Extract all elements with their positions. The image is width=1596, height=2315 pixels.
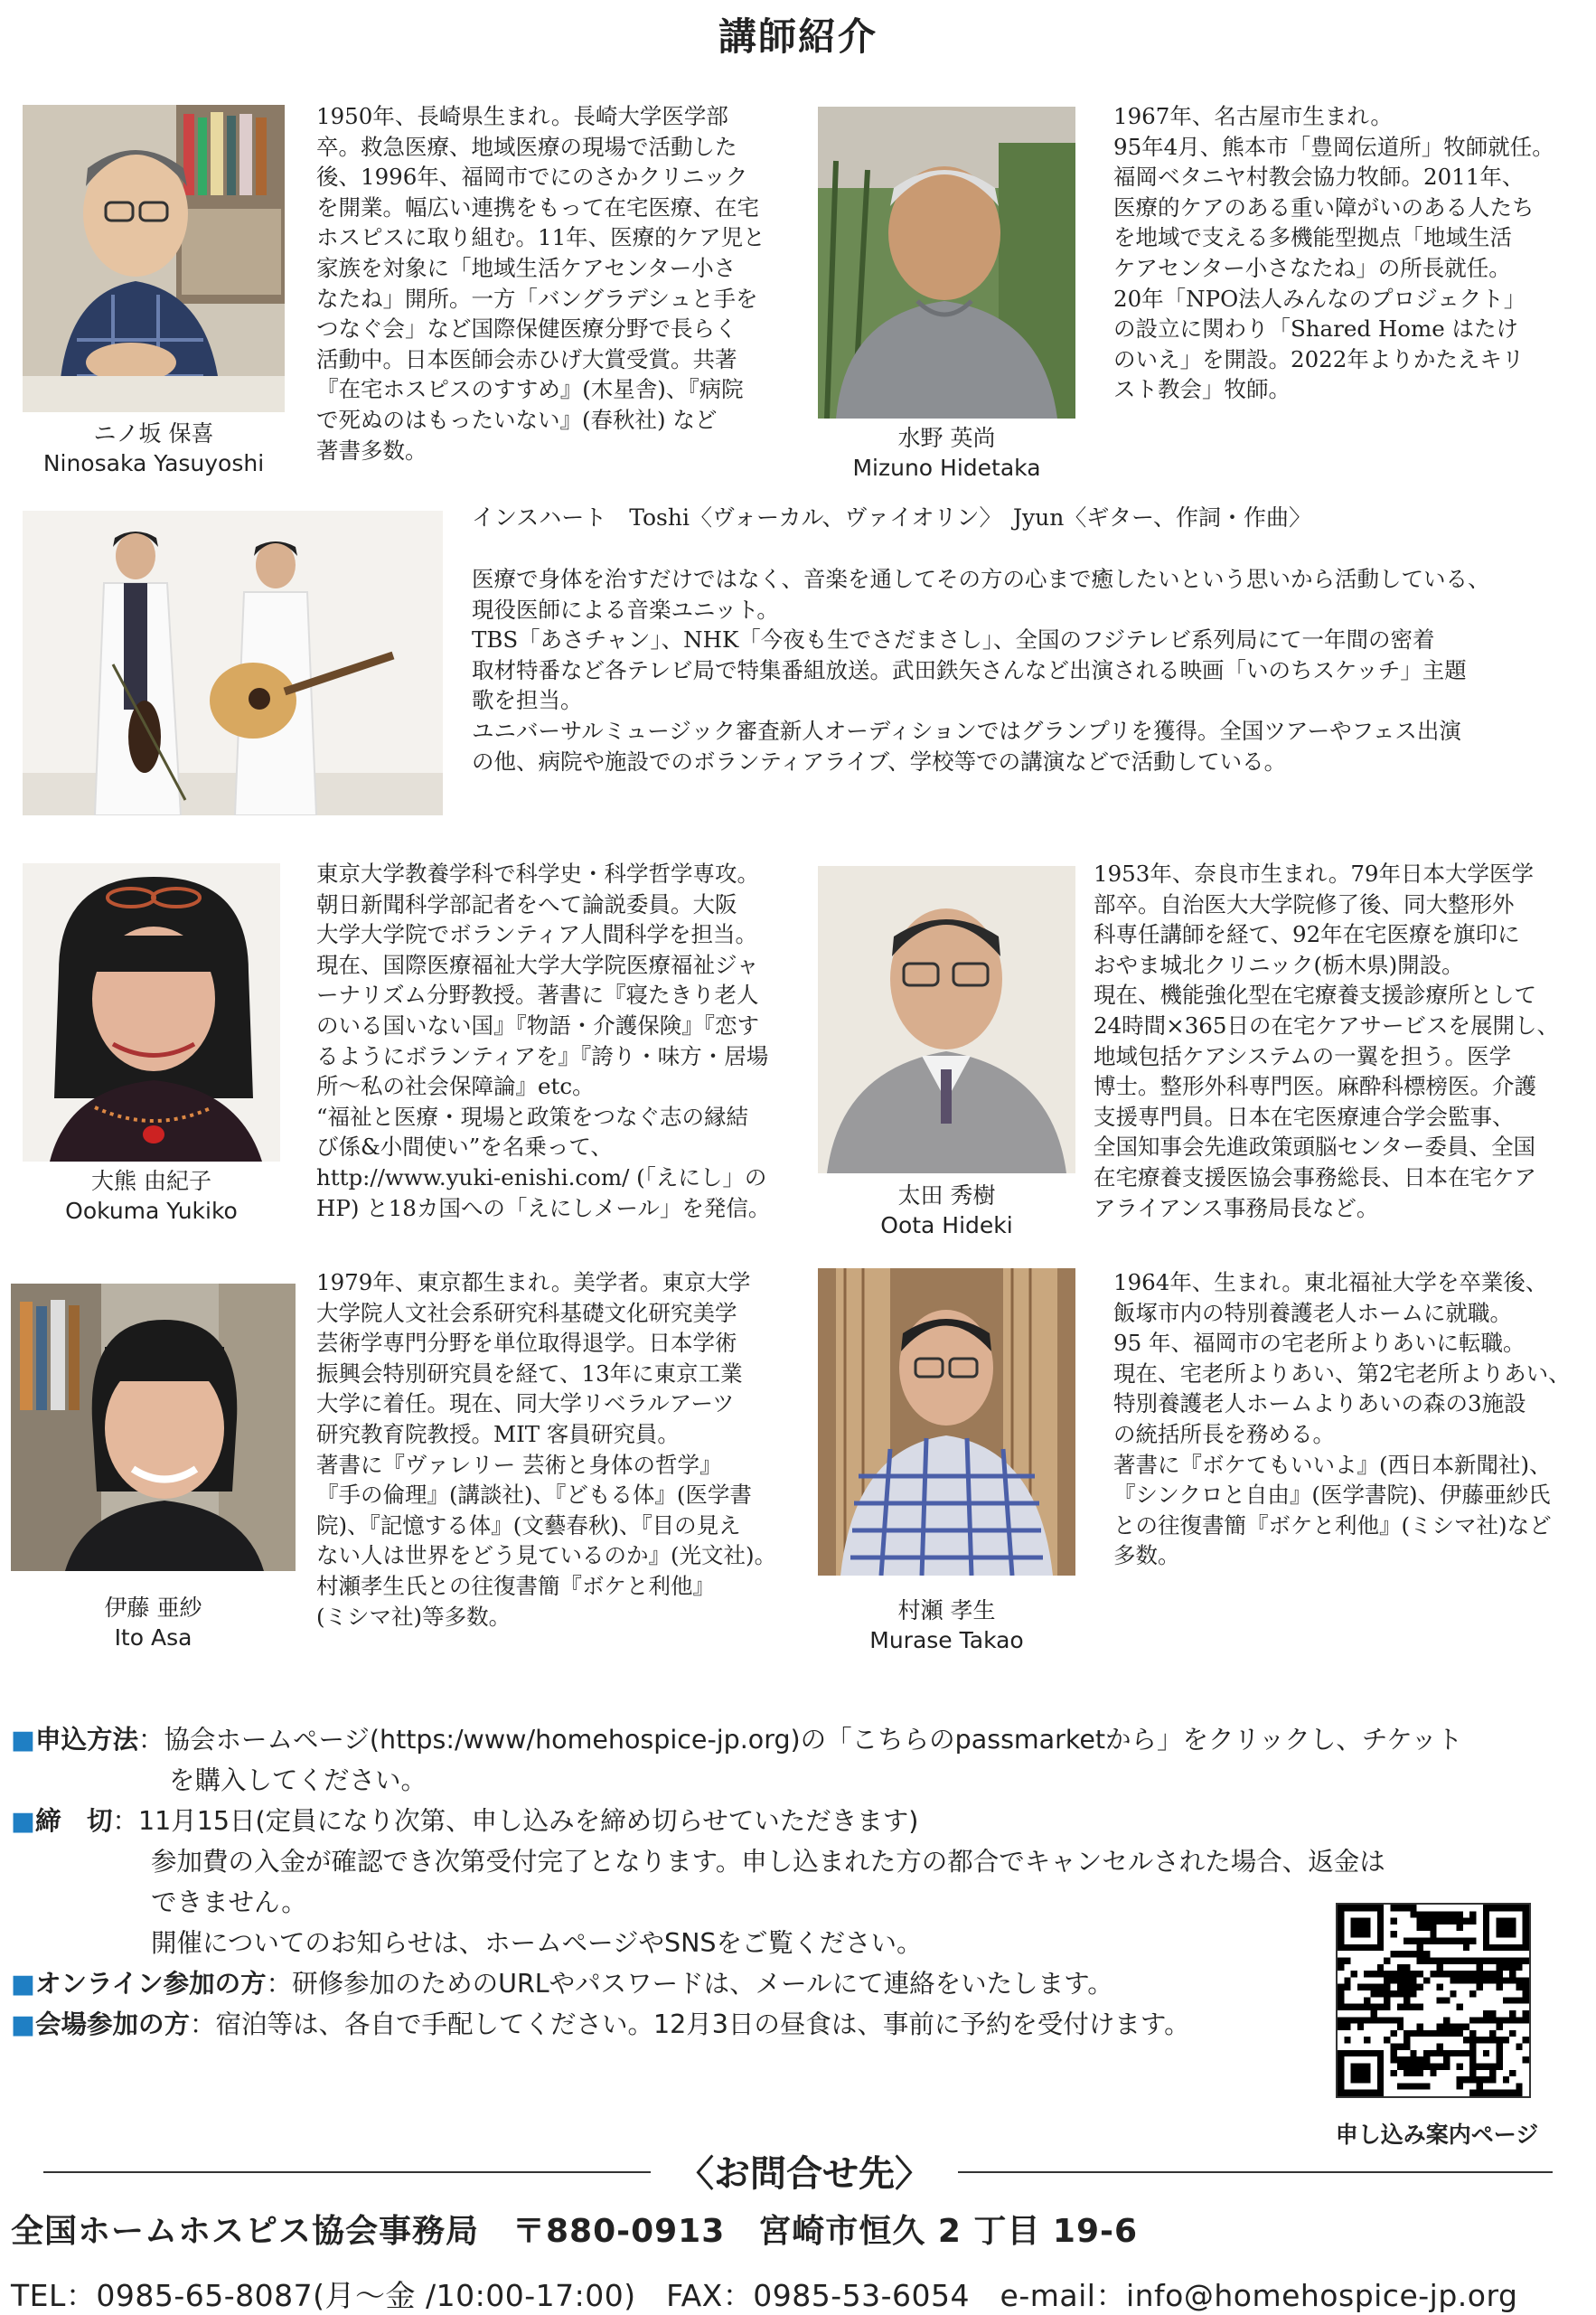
contact-heading: 〈お問合せ先〉 <box>651 2145 958 2197</box>
oguma-name-en: Ookuma Yukiko <box>65 1198 238 1224</box>
blue-square-icon: ■ <box>11 2009 35 2039</box>
ninosaka-photo <box>23 105 285 412</box>
deadline-text-3: できません。 <box>151 1887 307 1917</box>
ota-photo <box>818 866 1075 1173</box>
apply-row <box>11 1719 1583 1760</box>
mizuno-bio: 1967年、名古屋市生まれ。 95年4月、熊本市「豊岡伝道所」牧師就任。 福岡ベタニヤ村教会協力牧師。2011年、 医療的ケアのある重い障がいのある人たち を地域で支える多機能型拠点「地域生活 ケアセンター小さなたね」の所長就任。 20年「NPO法人みんなのプロジェクト」 の設立に関わり「Shared Home はたけ のいえ」を開設。2022年よりかたえキリ スト教会」牧師。 <box>1113 103 1554 403</box>
blue-square-icon: ■ <box>11 1806 35 1836</box>
mizuno-photo <box>818 107 1075 419</box>
ninosaka-name-en: Ninosaka Yasuyoshi <box>42 450 265 476</box>
oguma-name-jp: 大熊 由紀子 <box>91 1168 211 1194</box>
ito-name-en: Ito Asa <box>114 1624 192 1651</box>
apply-label: 申込方法 <box>34 1725 138 1755</box>
deadline-text-2: 参加費の入金が確認でき次第受付完了となります。申し込まれた方の都合でキャンセルされた場合、返金は <box>151 1847 1385 1877</box>
page-title: 講師紹介 <box>718 14 878 59</box>
apply-text: ：協会ホームページ(https:/www/homehospice-jp.org)の「こちらのpassmarketから」をクリックし、チケット <box>137 1725 1463 1755</box>
venue-label: 会場参加の方 <box>34 2009 190 2039</box>
ota-bio: 1953年、奈良市生まれ。79年日本大学医学 部卒。自治医大大学院修了後、同大整形外 科専任講師を経て、92年在宅医療を旗印に おやま城北クリニック(栃木県)開設。 現在、機能強化型在宅療養支援診療所として 24時間×365日の在宅ケアサービスを展開し、 地域包括ケアシステムの一翼を担う。医学 博士。整形外科専門医。麻酔科標榜医。介護 支援専門員。日本在宅医療連合学会監事、 全国知事会先進政策頭脳センター委員、全国 在宅療養支援医協会事務総長、日本在宅ケア アライアンス事務局長など。 <box>1094 861 1559 1221</box>
online-text: ：研修参加のためのURLやパスワードは、メールにて連絡をいたします。 <box>266 1969 1113 1999</box>
ninosaka-name-jp: ニノ坂 保喜 <box>93 420 214 447</box>
mizuno-name-en: Mizuno Hidetaka <box>852 455 1041 481</box>
contact-tel: TEL：0985-65-8087(月〜金 /10:00-17:00) FAX：0985-53-6054 e-mail：info@homehospice-jp.org <box>11 2278 1518 2313</box>
murase-name-en: Murase Takao <box>869 1627 1024 1653</box>
oguma-photo <box>23 863 280 1162</box>
ota-name-jp: 太田 秀樹 <box>897 1182 996 1209</box>
murase-bio: 1964年、生まれ。東北福祉大学を卒業後、 飯塚市内の特別養護老人ホームに就職。 95 年、福岡市の宅老所よりあいに転職。 現在、宅老所よりあい、第2宅老所よりあい、 特別養護老人ホームよりあいの森の3施設 の統括所長を務める。 著書に『ボケてもいいよ』(西日本新聞社)、 『シンクロと自由』(医学書院)、伊藤亜紗氏 との往復書簡『ボケと利他』(ミシマ社)など 多数。 <box>1113 1269 1571 1569</box>
ito-name-jp: 伊藤 亜紗 <box>104 1595 202 1621</box>
blue-square-icon: ■ <box>11 1725 35 1755</box>
mizuno-name-jp: 水野 英尚 <box>897 425 996 451</box>
apply-text-2: を購入してください。 <box>169 1765 427 1795</box>
ninosaka-bio: 1950年、長崎県生まれ。長崎大学医学部 卒。救急医療、地域医療の現場で活動した 後、1996年、福岡市でにのさかクリニック を開業。幅広い連携をもって在宅医療、在宅 ホスピスに取り組む。11年、医療的ケア児と 家族を対象に「地域生活ケアセンター小さ なたね」開所。一方「バングラデシュと手を つなぐ会」など国際保健医療分野で長らく 活動中。日本医師会赤ひげ大賞受賞。共著 『在宅ホスピスのすすめ』(木星舎)、『病院 で死ぬのはもったいない』(春秋社) など 著書多数。 <box>316 103 765 464</box>
deadline-row <box>11 1801 1583 1841</box>
venue-text: ：宿泊等は、各自で手配してください。12月3日の昼食は、事前に予約を受付けます。 <box>189 2009 1190 2039</box>
murase-name-jp: 村瀬 孝生 <box>897 1597 996 1623</box>
deadline-label: 締 切 <box>34 1806 113 1836</box>
ito-photo <box>11 1284 296 1571</box>
ota-name-en: Oota Hideki <box>880 1212 1013 1238</box>
oguma-bio: 東京大学教養学科で科学史・科学哲学専攻。 朝日新聞科学部記者をへて論説委員。大阪 大学大学院でボランティア人間科学を担当。 現在、国際医療福祉大学大学院医療福祉ジャ ーナリズム分野教授。著書に『寝たきり老人 のいる国いない国』『物語・介護保険』『恋す るようにボランティアを』『誇り・味方・居場 所〜私の社会保障論』etc。 “福祉と医療・現場と政策をつなぐ志の縁結 び係&小間使い”を名乗って、 http://www.yuki-enishi.com/ (「えにし」の HP) と18カ国への「えにしメール」を発信。 <box>316 861 771 1221</box>
murase-photo <box>818 1268 1075 1576</box>
qr-caption: 申し込み案内ページ <box>1335 2122 1539 2148</box>
online-label: オンライン参加の方 <box>34 1969 267 1999</box>
band-photo <box>23 511 443 815</box>
qr-code[interactable] <box>1336 1903 1531 2098</box>
deadline-text: ：11月15日(定員になり次第、申し込みを締め切らせていただきます) <box>112 1806 919 1836</box>
band-heading: インスハート Toshi〈ヴォーカル、ヴァイオリン〉 Jyun〈ギター、作詞・作曲〉 <box>472 504 1312 531</box>
blue-square-icon: ■ <box>11 1969 35 1999</box>
band-description: 医療で身体を治すだけではなく、音楽を通してその方の心まで癒したいという思いから活動している、 現役医師による音楽ユニット。 TBS「あさチャン」、NHK「今夜も生でさだまさし」、全国のフジテレビ系列局にて一年間の密着 取材特番など各テレビ局で特集番組放送。武田鉄矢さんなど出演される映画「いのちスケッチ」主題 歌を担当。 ユニバーサルミュージック審査新人オーディションではグランプリを獲得。全国ツアーやフェス出演 の他、病院や施設でのボランティアライブ、学校等での講演などで活動している。 <box>472 566 1490 775</box>
qr-code-icon <box>1338 1905 1529 2096</box>
ito-bio: 1979年、東京都生まれ。美学者。東京大学 大学院人文社会系研究科基礎文化研究美学 芸術学専門分野を単位取得退学。日本学術 振興会特別研究員を経て、13年に東京工業 大学に着任。現在、同大学リベラルアーツ 研究教育院教授。MIT 客員研究員。 著書に『ヴァレリー 芸術と身体の哲学』 『手の倫理』(講談社)、『どもる体』(医学書 院)、『記憶する体』(文藝春秋)、『目の見え ない人は世界をどう見ているのか』(光文社)。 村瀬孝生氏との往復書簡『ボケと利他』 (ミシマ社)等多数。 <box>316 1269 777 1630</box>
contact-org: 全国ホームホスピス協会事務局 〒880-0913 宮崎市恒久 2 丁目 19-6 <box>11 2213 1139 2250</box>
deadline-text-4: 開催についてのお知らせは、ホームページやSNSをご覧ください。 <box>151 1928 923 1958</box>
